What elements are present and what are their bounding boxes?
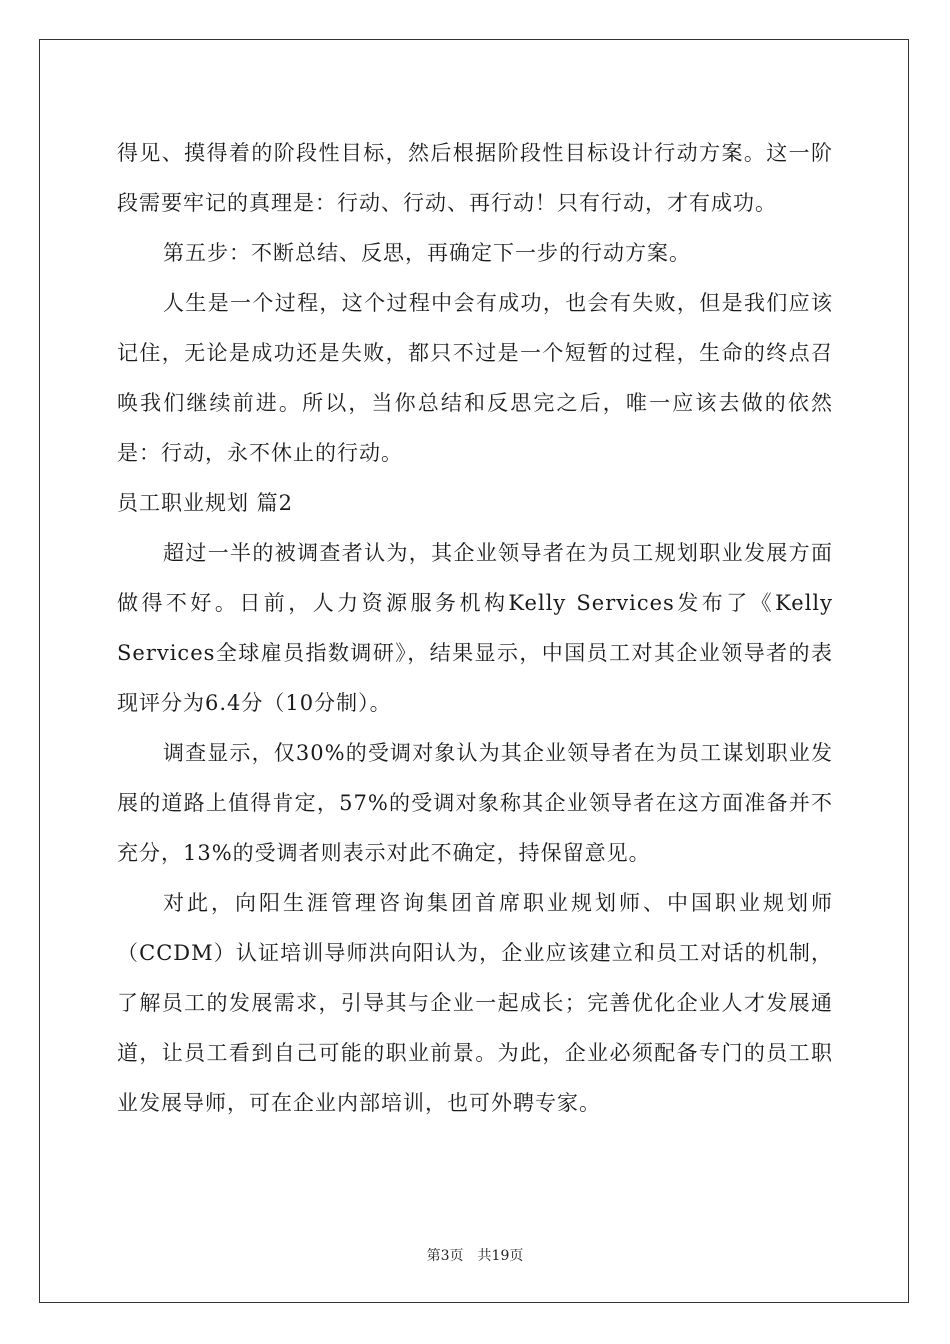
paragraph-survey-results: 调查显示，仅30%的受调对象认为其企业领导者在为员工谋划职业发展的道路上值得肯定，57%的受调对象称其企业领导者在这方面准备并不充分，13%的受调者则表示对此不确定，持保留意见。	[117, 741, 833, 865]
document-body	[117, 128, 833, 1128]
paragraph-step-five: 第五步：不断总结、反思，再确定下一步的行动方案。	[163, 241, 691, 265]
paragraph-survey-intro: 超过一半的被调查者认为，其企业领导者在为员工规划职业发展方面做得不好。日前，人力资源服务机构Kelly Services发布了《Kelly Services全球雇员指数调研》，结果显示，中国员工对其企业领导者的表现评分为6.4分（10分制）。	[117, 541, 833, 715]
paragraph-life-process: 人生是一个过程，这个过程中会有成功，也会有失败，但是我们应该记住，无论是成功还是失败，都只不过是一个短暂的过程，生命的终点召唤我们继续前进。所以，当你总结和反思完之后，唯一应该去做的依然是：行动，永不休止的行动。	[117, 291, 833, 465]
paragraph-expert-opinion: 对此，向阳生涯管理咨询集团首席职业规划师、中国职业规划师（CCDM）认证培训导师洪向阳认为，企业应该建立和员工对话的机制，了解员工的发展需求，引导其与企业一起成长；完善优化企业人才发展通道，让员工看到自己可能的职业前景。为此，企业必须配备专门的员工职业发展导师，可在企业内部培训，也可外聘专家。	[117, 891, 833, 1115]
page-number-footer: 第3页 共19页	[426, 1248, 524, 1264]
paragraph-continuation: 得见、摸得着的阶段性目标，然后根据阶段性目标设计行动方案。这一阶段需要牢记的真理是：行动、行动、再行动！只有行动，才有成功。	[117, 141, 833, 215]
section-heading: 员工职业规划 篇2	[117, 491, 294, 515]
